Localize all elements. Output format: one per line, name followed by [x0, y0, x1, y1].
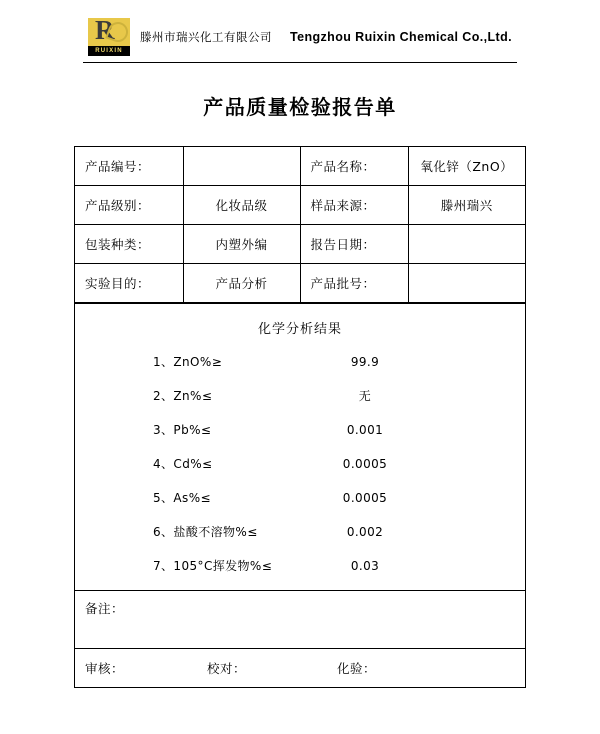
remarks-label: 备注： [85, 601, 125, 616]
result-value: 0.03 [350, 559, 380, 573]
remarks-section [75, 590, 525, 648]
header-divider [83, 62, 517, 63]
table-row [75, 147, 525, 186]
result-name: 5、As%≤ [153, 491, 211, 505]
field-label: 包装种类： [75, 225, 183, 264]
signature-row [75, 648, 525, 687]
result-item [75, 353, 525, 370]
result-name: 7、105°C挥发物%≤ [153, 559, 273, 573]
company-logo [88, 15, 130, 56]
signature-review: 审核： [85, 661, 125, 676]
result-value: 无 [358, 389, 372, 403]
field-value: 化妆品级 [183, 186, 300, 225]
logo-letter: R [95, 15, 115, 45]
result-value: 0.001 [346, 423, 384, 437]
field-value [408, 225, 525, 264]
result-name: 4、Cd%≤ [153, 457, 213, 471]
document-header [0, 0, 600, 62]
field-label: 产品名称： [300, 147, 408, 186]
signature-proofread: 校对： [207, 661, 247, 676]
result-name: 1、ZnO%≥ [153, 355, 223, 369]
result-value: 99.9 [350, 355, 380, 369]
result-item [75, 523, 525, 540]
result-item [75, 421, 525, 438]
result-item [75, 557, 525, 574]
field-value: 产品分析 [183, 264, 300, 303]
field-value [408, 264, 525, 303]
field-value: 滕州瑞兴 [408, 186, 525, 225]
field-label: 产品编号： [75, 147, 183, 186]
table-row [75, 186, 525, 225]
info-table [75, 147, 525, 303]
field-label: 报告日期： [300, 225, 408, 264]
results-title: 化学分析结果 [257, 322, 342, 337]
report-sheet [74, 146, 526, 688]
company-name-cn: 滕州市瑞兴化工有限公司 [140, 30, 272, 44]
result-item [75, 489, 525, 506]
result-item [75, 387, 525, 404]
table-row [75, 264, 525, 303]
result-name: 3、Pb%≤ [153, 423, 212, 437]
result-name: 6、盐酸不溶物%≤ [153, 525, 258, 539]
result-item [75, 455, 525, 472]
field-value: 氧化锌（ZnO） [408, 147, 525, 186]
field-label: 样品来源： [300, 186, 408, 225]
table-row [75, 225, 525, 264]
field-label: 产品批号： [300, 264, 408, 303]
field-label: 实验目的： [75, 264, 183, 303]
page-title: 产品质量检验报告单 [203, 95, 397, 119]
logo-wordmark: RUIXIN [88, 46, 130, 56]
result-name: 2、Zn%≤ [153, 389, 213, 403]
signature-tester: 化验： [337, 661, 377, 676]
analysis-results-section [75, 303, 525, 590]
result-value: 0.0005 [342, 491, 388, 505]
field-value: 内塑外编 [183, 225, 300, 264]
result-value: 0.002 [346, 525, 384, 539]
company-name-en: Tengzhou Ruixin Chemical Co.,Ltd. [290, 30, 512, 44]
result-value: 0.0005 [342, 457, 388, 471]
field-value [183, 147, 300, 186]
field-label: 产品级别： [75, 186, 183, 225]
